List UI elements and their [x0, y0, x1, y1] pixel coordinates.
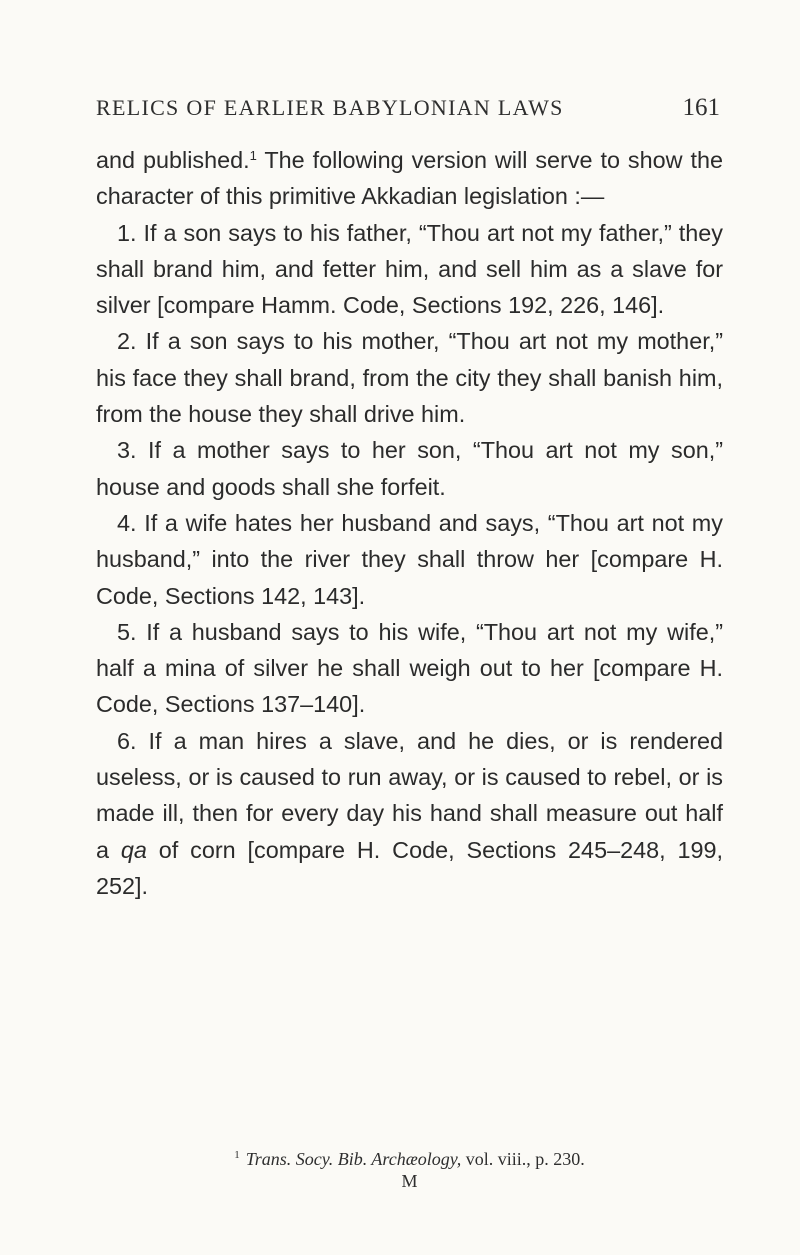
- running-title: RELICS OF EARLIER BABYLONIAN LAWS: [96, 95, 564, 120]
- signature-mark: M: [401, 1171, 418, 1191]
- intro-text-end: The following version will serve to show the character of this primitive Akkadian legislation :—: [96, 147, 723, 210]
- law-5: 5. If a husband says to his wife, “Thou art not my wife,” half a mina of silver he shall weigh out to her [compare H. Code, Sections 137–140].: [96, 618, 723, 718]
- law-6-text-end: of corn [compare H. Code, Sections 245–248, 199, 252].: [96, 836, 724, 899]
- footnote-details: vol. viii., p. 230.: [461, 1149, 585, 1169]
- law-6-text-start: 6. If a man hires a slave, and he dies, or is rendered useless, or is caused to run away, or is caused to rebel, or is made ill, then for every day his hand shall measure out half a: [96, 727, 723, 863]
- law-6-unit: qa: [120, 836, 147, 863]
- footnote-reference: 1: [249, 148, 257, 163]
- page-number: 161: [682, 94, 720, 121]
- running-head: [96, 94, 720, 124]
- body-text: [96, 142, 723, 904]
- law-3: 3. If a mother says to her son, “Thou art not my son,” house and goods shall she forfeit.: [96, 437, 723, 500]
- intro-paragraph: [96, 142, 723, 215]
- law-1: 1. If a son says to his father, “Thou art not my father,” they shall brand him, and fetter him, and sell him as a slave for silver [compare Hamm. Code, Sections 192, 226, 146].: [96, 219, 723, 319]
- law-2: 2. If a son says to his mother, “Thou art not my mother,” his face they shall brand, from the city they shall banish him, from the house they shall drive him.: [96, 328, 723, 428]
- footnote-number: 1: [234, 1149, 240, 1161]
- footnote: [96, 1147, 723, 1171]
- intro-text-start: and published.: [96, 147, 250, 173]
- law-6: [96, 723, 723, 904]
- footnote-source-title: Trans. Socy. Bib. Archæology,: [245, 1149, 462, 1169]
- law-4: 4. If a wife hates her husband and says, “Thou art not my husband,” into the river they shall throw her [compare H. Code, Sections 142, 143].: [96, 509, 723, 609]
